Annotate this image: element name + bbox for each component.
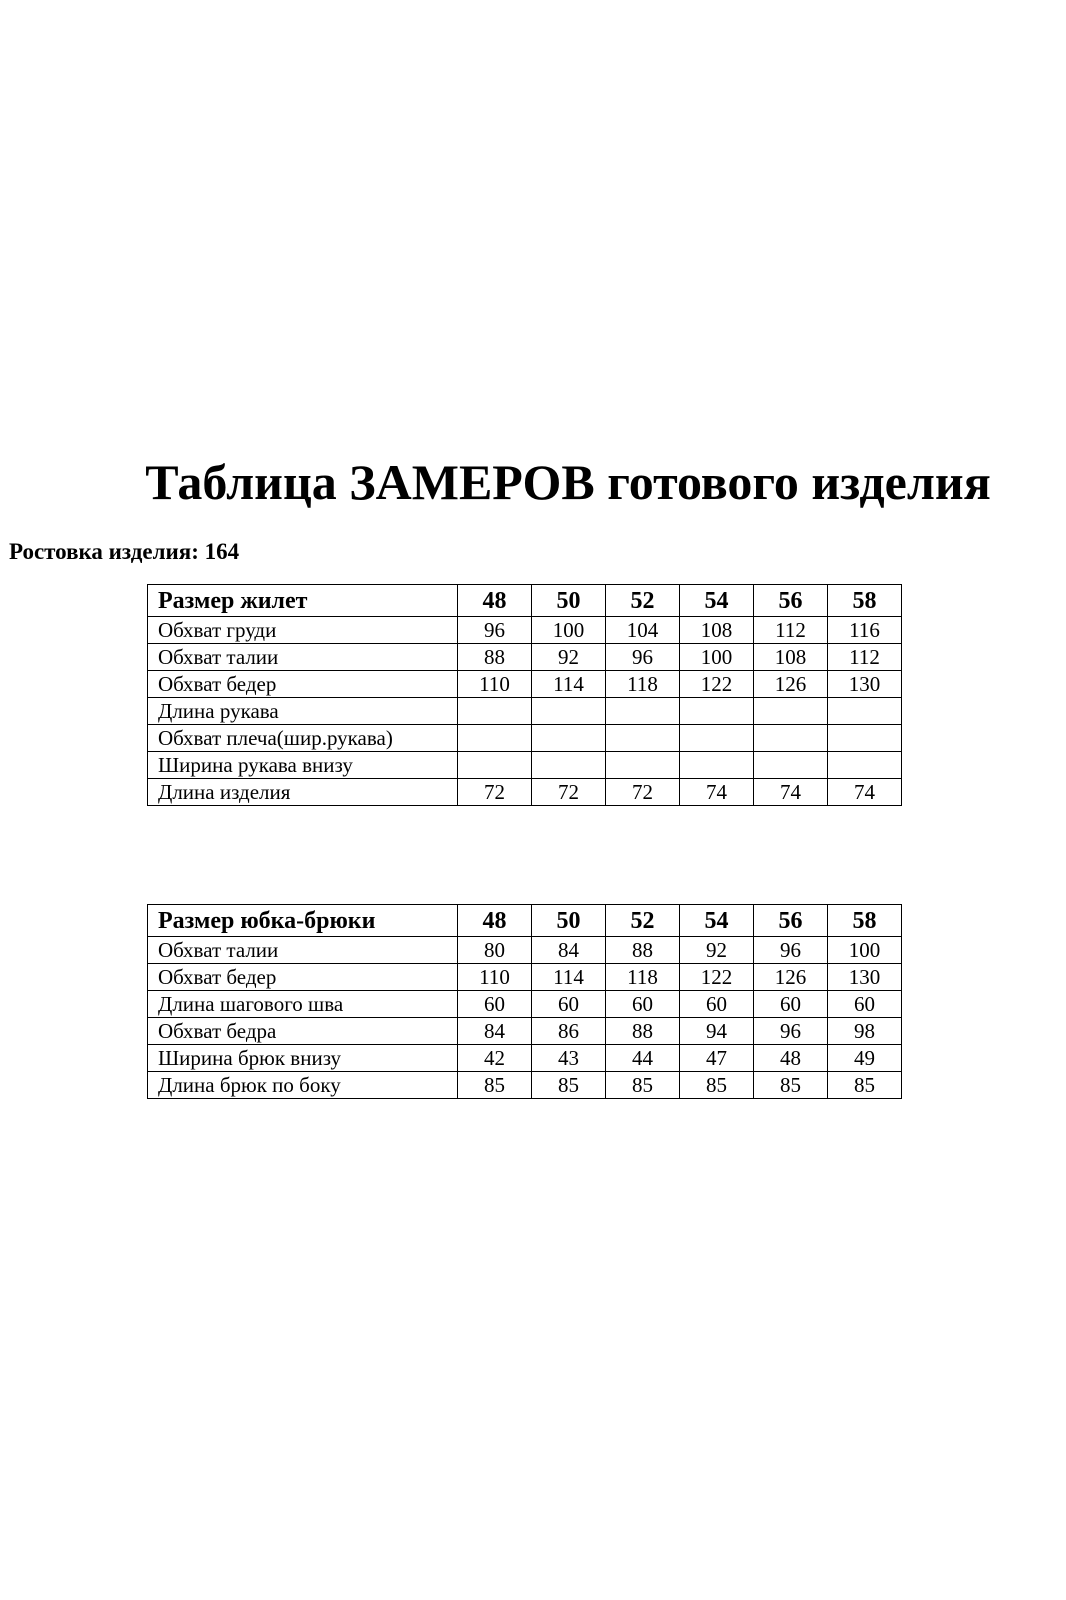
table-cell: 60 — [754, 991, 828, 1018]
table-cell — [532, 752, 606, 779]
table-header-row — [148, 905, 902, 937]
size-header-cell: 48 — [458, 905, 532, 937]
table-cell — [458, 698, 532, 725]
table-cell: 114 — [532, 671, 606, 698]
skirt-trousers-measurements-table — [147, 904, 902, 1099]
table-cell: 114 — [532, 964, 606, 991]
table-cell: 49 — [828, 1045, 902, 1072]
table-cell — [606, 725, 680, 752]
table-cell: 98 — [828, 1018, 902, 1045]
table-row — [148, 1045, 902, 1072]
table-cell: 85 — [680, 1072, 754, 1099]
table-cell: 84 — [532, 937, 606, 964]
table-cell: 48 — [754, 1045, 828, 1072]
table-cell: 100 — [680, 644, 754, 671]
table-cell: 74 — [680, 779, 754, 806]
height-note: Ростовка изделия: 164 — [9, 539, 240, 564]
table-cell: 86 — [532, 1018, 606, 1045]
measurement-label-cell: Длина шагового шва — [148, 991, 458, 1018]
table-cell: 116 — [828, 617, 902, 644]
measurement-label-cell: Обхват бедер — [148, 964, 458, 991]
table-cell: 60 — [828, 991, 902, 1018]
table-cell: 92 — [532, 644, 606, 671]
table-cell: 85 — [606, 1072, 680, 1099]
table-cell: 112 — [828, 644, 902, 671]
table-cell: 44 — [606, 1045, 680, 1072]
table-cell: 122 — [680, 671, 754, 698]
table-cell: 43 — [532, 1045, 606, 1072]
table-cell: 72 — [458, 779, 532, 806]
table-cell: 74 — [754, 779, 828, 806]
table-cell: 92 — [680, 937, 754, 964]
table-cell — [754, 698, 828, 725]
vest-measurements-table — [147, 584, 902, 806]
table-cell — [754, 752, 828, 779]
table-row — [148, 698, 902, 725]
table-cell: 126 — [754, 671, 828, 698]
table-cell — [754, 725, 828, 752]
table-row — [148, 964, 902, 991]
table-cell: 74 — [828, 779, 902, 806]
table-cell: 96 — [754, 937, 828, 964]
measurement-label-cell: Длина брюк по боку — [148, 1072, 458, 1099]
table-cell — [458, 752, 532, 779]
table-row — [148, 644, 902, 671]
table-cell — [680, 752, 754, 779]
table-row — [148, 725, 902, 752]
measurement-label-cell: Ширина рукава внизу — [148, 752, 458, 779]
table-cell: 80 — [458, 937, 532, 964]
table-row — [148, 1018, 902, 1045]
table-cell: 118 — [606, 671, 680, 698]
table-cell: 94 — [680, 1018, 754, 1045]
size-header-cell: 58 — [828, 905, 902, 937]
table-cell: 88 — [606, 937, 680, 964]
table-cell: 85 — [458, 1072, 532, 1099]
table-cell: 96 — [754, 1018, 828, 1045]
size-header-cell: 56 — [754, 905, 828, 937]
measurement-label-cell: Обхват талии — [148, 644, 458, 671]
table-cell: 108 — [754, 644, 828, 671]
table-cell — [828, 725, 902, 752]
table-cell — [532, 725, 606, 752]
size-header-cell: 52 — [606, 585, 680, 617]
size-header-cell: 50 — [532, 585, 606, 617]
table-cell — [606, 752, 680, 779]
table-cell: 100 — [828, 937, 902, 964]
table-cell: 84 — [458, 1018, 532, 1045]
table-cell: 72 — [532, 779, 606, 806]
table-cell: 96 — [458, 617, 532, 644]
table-cell: 60 — [532, 991, 606, 1018]
table-cell: 126 — [754, 964, 828, 991]
table-cell: 96 — [606, 644, 680, 671]
table-cell: 42 — [458, 1045, 532, 1072]
header-label-cell: Размер юбка-брюки — [148, 905, 458, 937]
table-cell: 118 — [606, 964, 680, 991]
size-header-cell: 54 — [680, 585, 754, 617]
table-cell: 112 — [754, 617, 828, 644]
header-label-cell: Размер жилет — [148, 585, 458, 617]
table-row — [148, 937, 902, 964]
table-cell: 108 — [680, 617, 754, 644]
measurement-label-cell: Обхват бедер — [148, 671, 458, 698]
table-row — [148, 991, 902, 1018]
size-header-cell: 52 — [606, 905, 680, 937]
table-cell: 100 — [532, 617, 606, 644]
table-cell: 60 — [458, 991, 532, 1018]
table-cell — [828, 752, 902, 779]
table-cell: 88 — [606, 1018, 680, 1045]
table-cell: 110 — [458, 964, 532, 991]
table-cell: 104 — [606, 617, 680, 644]
page-title: Таблица ЗАМЕРОВ готового изделия — [145, 454, 991, 510]
table-cell: 72 — [606, 779, 680, 806]
table-row — [148, 779, 902, 806]
table-cell: 85 — [532, 1072, 606, 1099]
measurement-label-cell: Обхват плеча(шир.рукава) — [148, 725, 458, 752]
size-header-cell: 54 — [680, 905, 754, 937]
table-cell: 122 — [680, 964, 754, 991]
measurement-label-cell: Ширина брюк внизу — [148, 1045, 458, 1072]
table-cell — [532, 698, 606, 725]
table-cell: 85 — [754, 1072, 828, 1099]
table-header-row — [148, 585, 902, 617]
measurement-label-cell: Обхват груди — [148, 617, 458, 644]
table-cell — [680, 698, 754, 725]
size-header-cell: 50 — [532, 905, 606, 937]
measurement-label-cell: Длина изделия — [148, 779, 458, 806]
table-cell — [458, 725, 532, 752]
table-cell: 130 — [828, 671, 902, 698]
measurement-label-cell: Длина рукава — [148, 698, 458, 725]
table-cell — [680, 725, 754, 752]
table-row — [148, 617, 902, 644]
table-row — [148, 1072, 902, 1099]
table-row — [148, 752, 902, 779]
table-cell: 85 — [828, 1072, 902, 1099]
table-cell: 88 — [458, 644, 532, 671]
size-header-cell: 48 — [458, 585, 532, 617]
size-header-cell: 58 — [828, 585, 902, 617]
table-cell: 47 — [680, 1045, 754, 1072]
measurement-label-cell: Обхват бедра — [148, 1018, 458, 1045]
table-row — [148, 671, 902, 698]
table-cell: 130 — [828, 964, 902, 991]
table-cell — [606, 698, 680, 725]
table-cell: 110 — [458, 671, 532, 698]
table-cell — [828, 698, 902, 725]
size-header-cell: 56 — [754, 585, 828, 617]
measurement-label-cell: Обхват талии — [148, 937, 458, 964]
table-cell: 60 — [606, 991, 680, 1018]
table-cell: 60 — [680, 991, 754, 1018]
